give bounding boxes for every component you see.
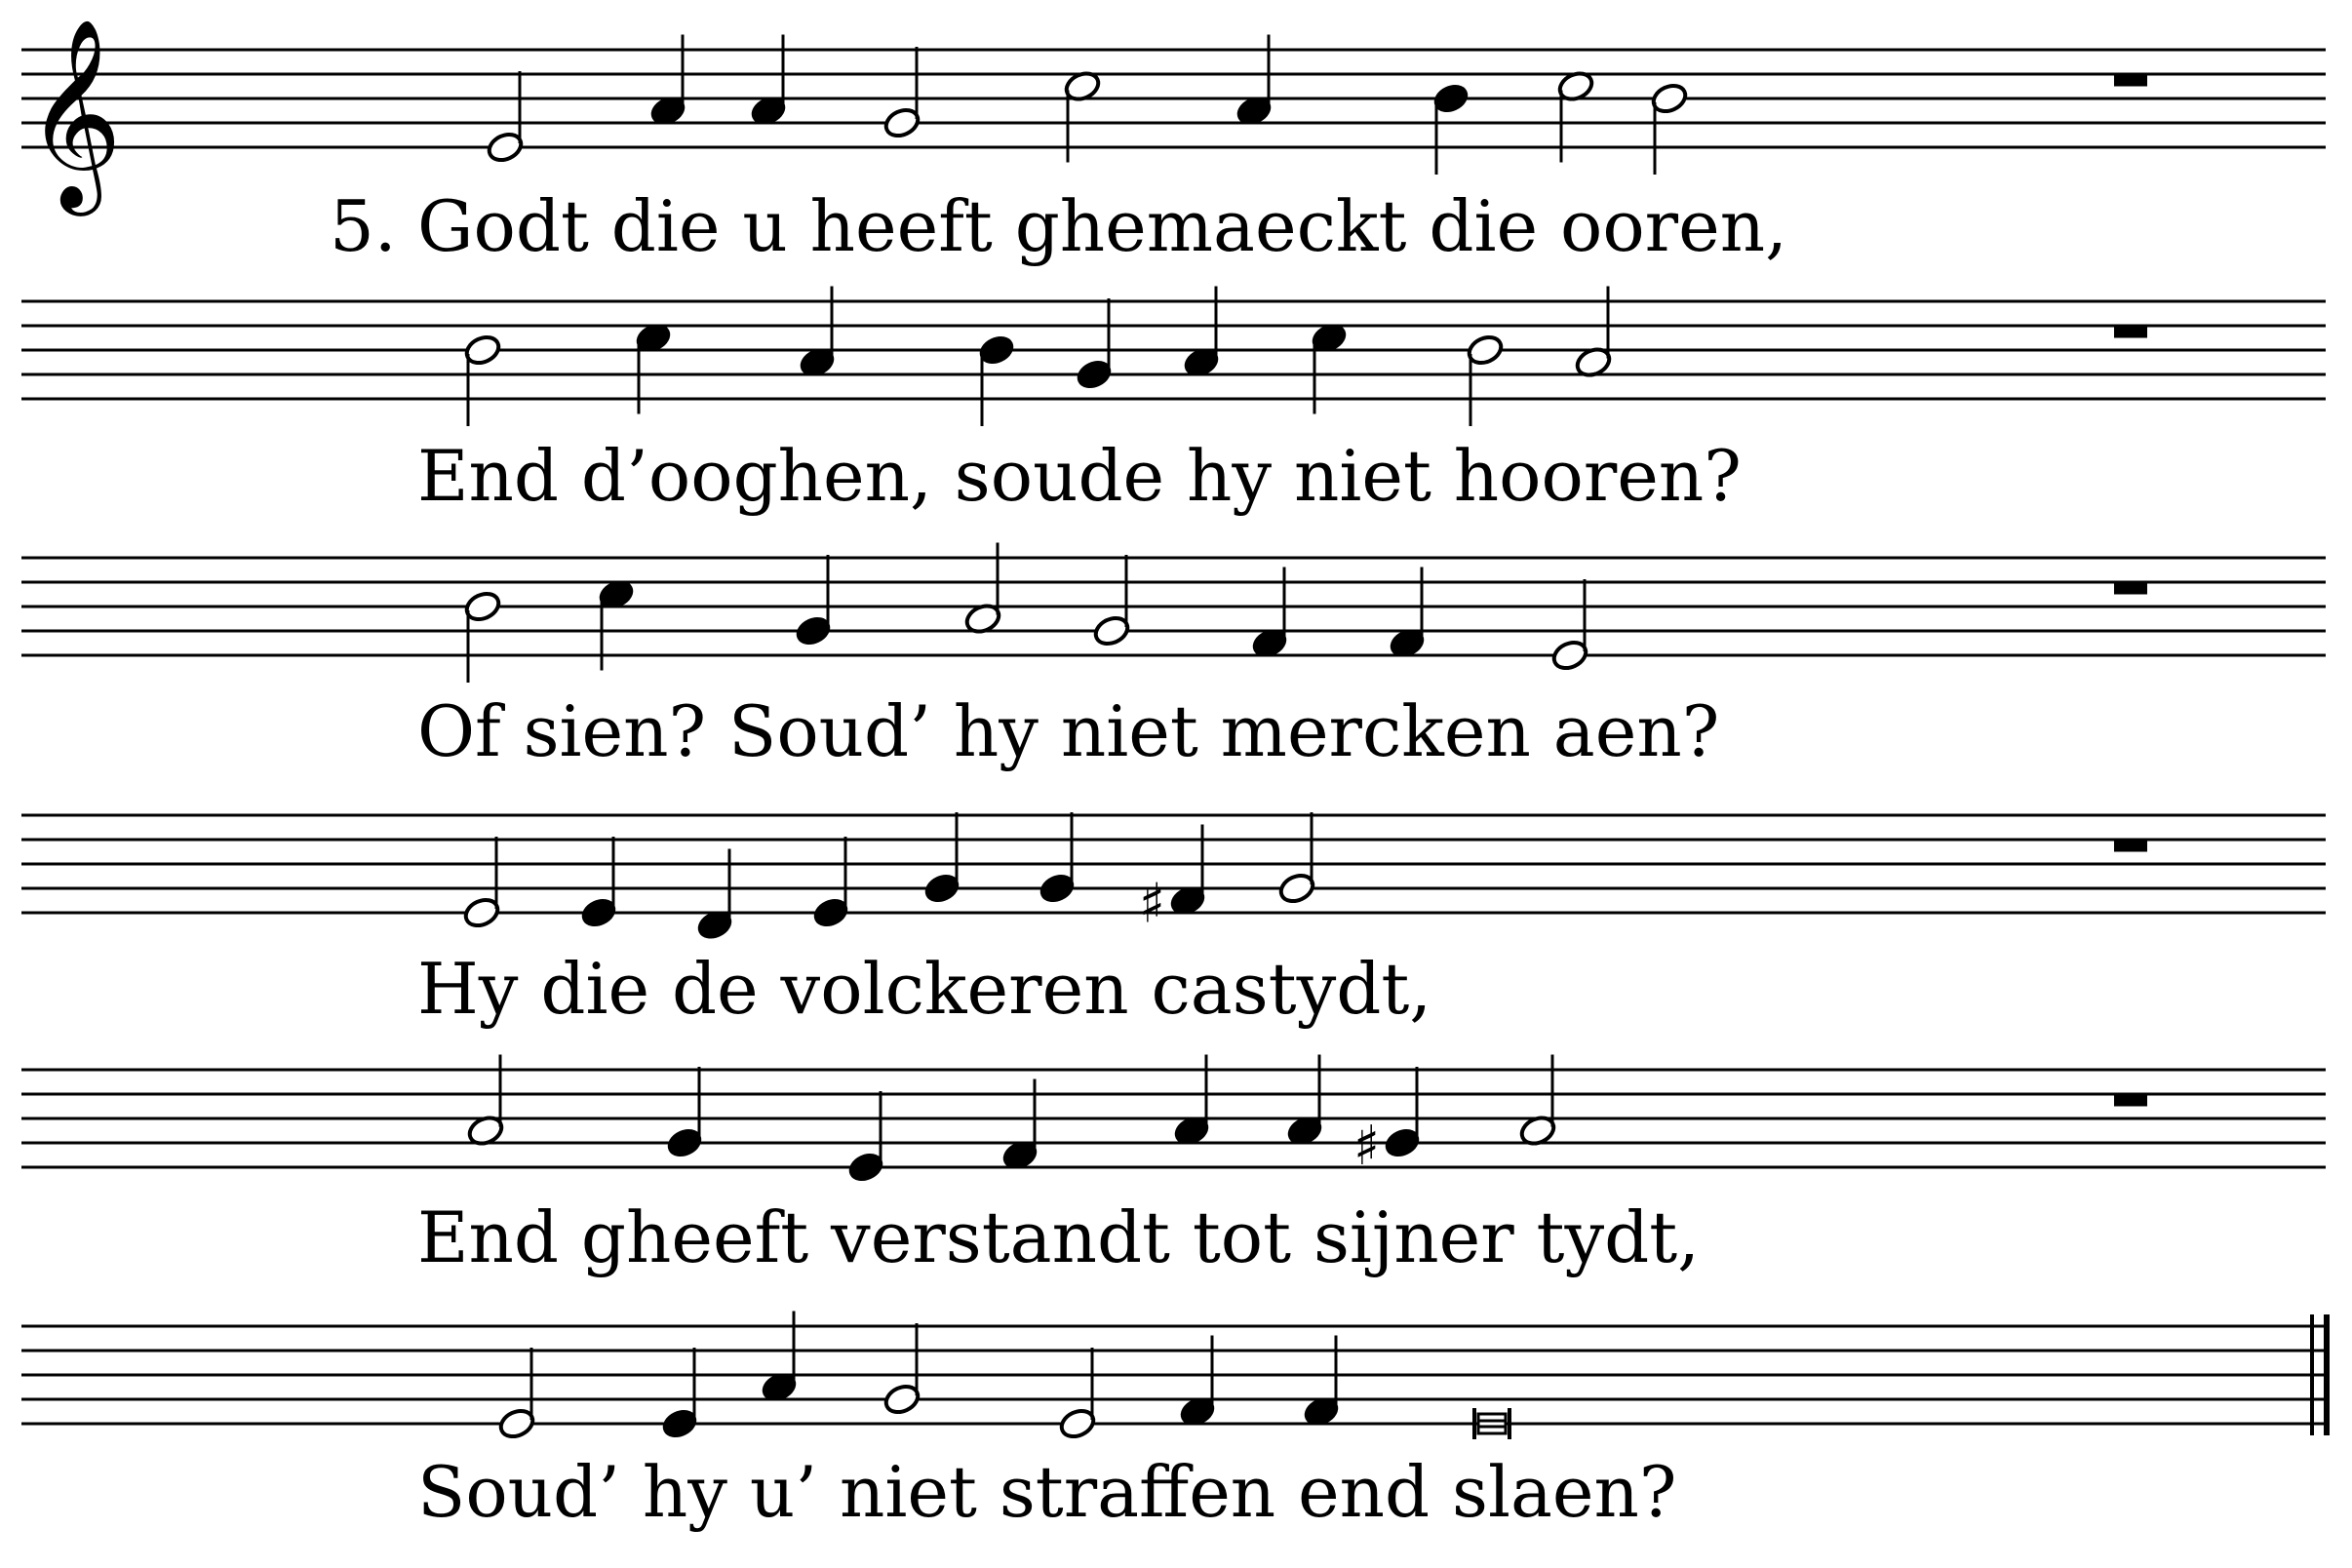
lyric-line-3: Of sien? Soud’ hy niet mercken aen? [417, 690, 1720, 772]
half-rest-icon [2114, 74, 2147, 87]
half-rest-icon [2114, 582, 2147, 595]
lyric-line-4: Hy die de volckeren castydt, [417, 948, 1432, 1030]
verse-number: 5. [330, 185, 397, 267]
lyric-line-5: End gheeft verstandt tot sijner tydt, [417, 1196, 1701, 1278]
sharp-icon: ♯ [1353, 1115, 1381, 1178]
half-rest-icon [2114, 1094, 2147, 1107]
sharp-icon: ♯ [1139, 872, 1166, 936]
half-rest-icon [2114, 326, 2147, 338]
lyric-line-6: Soud’ hy u’ niet straffen end slaen? [417, 1451, 1677, 1533]
lyric-line-2: End d’ooghen, soude hy niet hooren? [417, 435, 1742, 517]
lyric-line-1: Godt die u heeft ghemaeckt die ooren, [417, 185, 1787, 267]
treble-clef-icon: 𝄞 [25, 17, 123, 208]
half-rest-icon [2114, 840, 2147, 852]
note-head [1478, 1414, 1506, 1433]
